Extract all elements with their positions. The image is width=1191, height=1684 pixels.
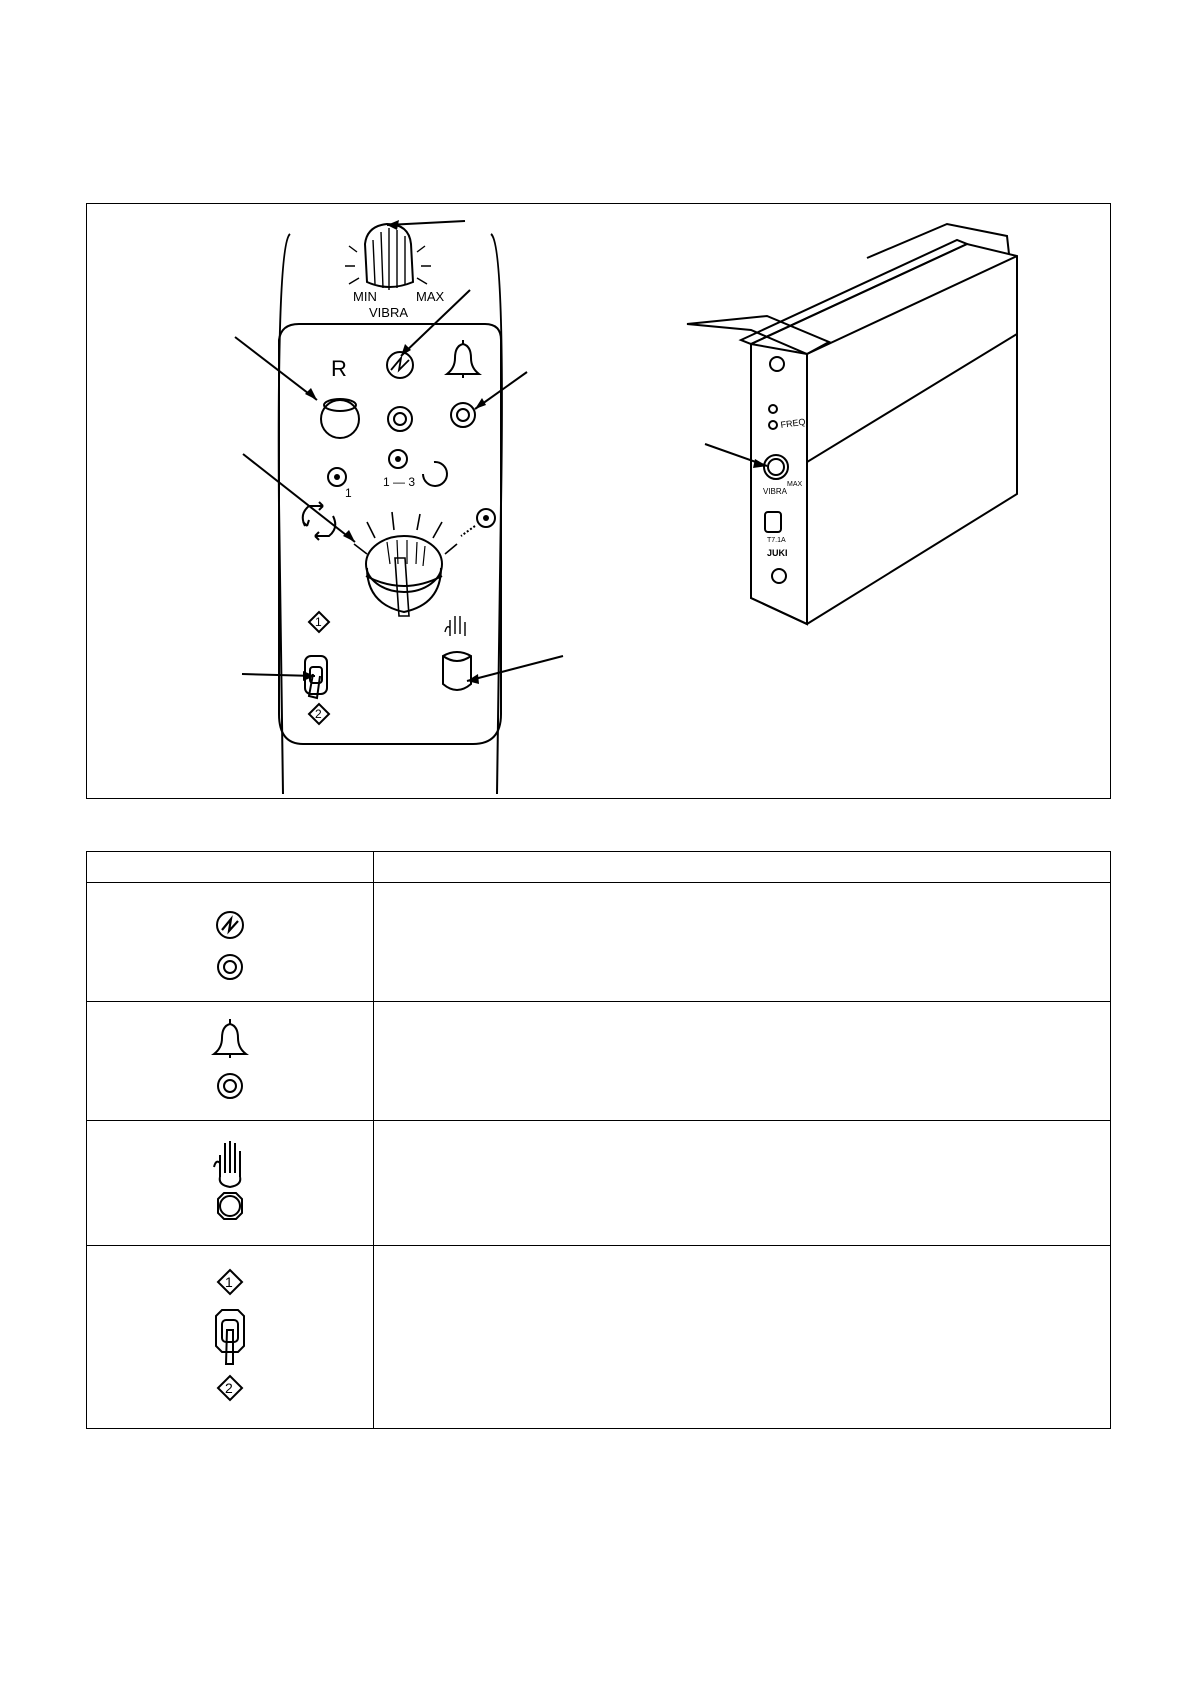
table-description-cell xyxy=(374,1246,1111,1429)
figure-frame xyxy=(86,203,1111,799)
hand-icon xyxy=(445,616,465,636)
controller-top xyxy=(741,240,967,344)
stop-button-icon xyxy=(200,1133,260,1229)
selector-pos-1-label: 1 xyxy=(345,486,352,500)
alarm-lamp-icon xyxy=(200,1014,260,1104)
program-dial xyxy=(366,536,442,592)
controller-fuse-label: T7.1A xyxy=(767,537,786,544)
controller-connector xyxy=(772,569,786,583)
knob-max-label: MAX xyxy=(416,289,445,304)
controller-brand-label: JUKI xyxy=(767,548,788,558)
table-row xyxy=(87,883,1111,1002)
table-icon-cell xyxy=(87,1121,374,1246)
controller-fuse xyxy=(765,512,781,532)
controller-freq-label: FREQ xyxy=(779,416,807,430)
table-header-cell xyxy=(87,852,374,883)
table-row xyxy=(87,1246,1111,1429)
table-icon-cell xyxy=(87,1002,374,1121)
power-lamp xyxy=(388,407,412,431)
bell-symbol-icon xyxy=(447,344,479,374)
toggle-pos-2-label: 2 xyxy=(315,707,322,721)
table-header-cell xyxy=(374,852,1111,883)
table-row xyxy=(87,1002,1111,1121)
leader-line xyxy=(387,221,465,225)
alarm-lamp xyxy=(451,403,475,427)
program-empty-icon xyxy=(423,462,447,486)
table-icon-cell xyxy=(87,883,374,1002)
selector-pos-1-3-label: 1 — 3 xyxy=(383,475,416,489)
table-description-cell xyxy=(374,1002,1111,1121)
controller-max-label: MAX xyxy=(787,481,803,488)
leader-line xyxy=(235,337,317,400)
toggle-pos-1-label: 1 xyxy=(225,1273,233,1290)
panel-housing-left xyxy=(279,234,290,794)
toggle-pos-1-label: 1 xyxy=(315,615,322,629)
reset-button xyxy=(321,400,359,438)
table-header-row xyxy=(87,852,1111,883)
knob-name-label: VIBRA xyxy=(369,305,409,320)
table-description-cell xyxy=(374,1121,1111,1246)
leader-line xyxy=(467,656,563,681)
toggle-switch-icon xyxy=(200,1260,260,1410)
controller-bracket xyxy=(867,224,1009,258)
table-row xyxy=(87,1121,1111,1246)
reset-symbol: R xyxy=(331,356,347,381)
function-table xyxy=(86,851,1111,1429)
power-lamp-icon xyxy=(200,895,260,985)
toggle-pos-2-label: 2 xyxy=(225,1379,233,1396)
table-icon-cell xyxy=(87,1246,374,1429)
controller-vibra-label: VIBRA xyxy=(763,487,788,496)
table-description-cell xyxy=(374,883,1111,1002)
knob-min-label: MIN xyxy=(353,289,377,304)
control-panel-illustration xyxy=(87,204,1112,800)
